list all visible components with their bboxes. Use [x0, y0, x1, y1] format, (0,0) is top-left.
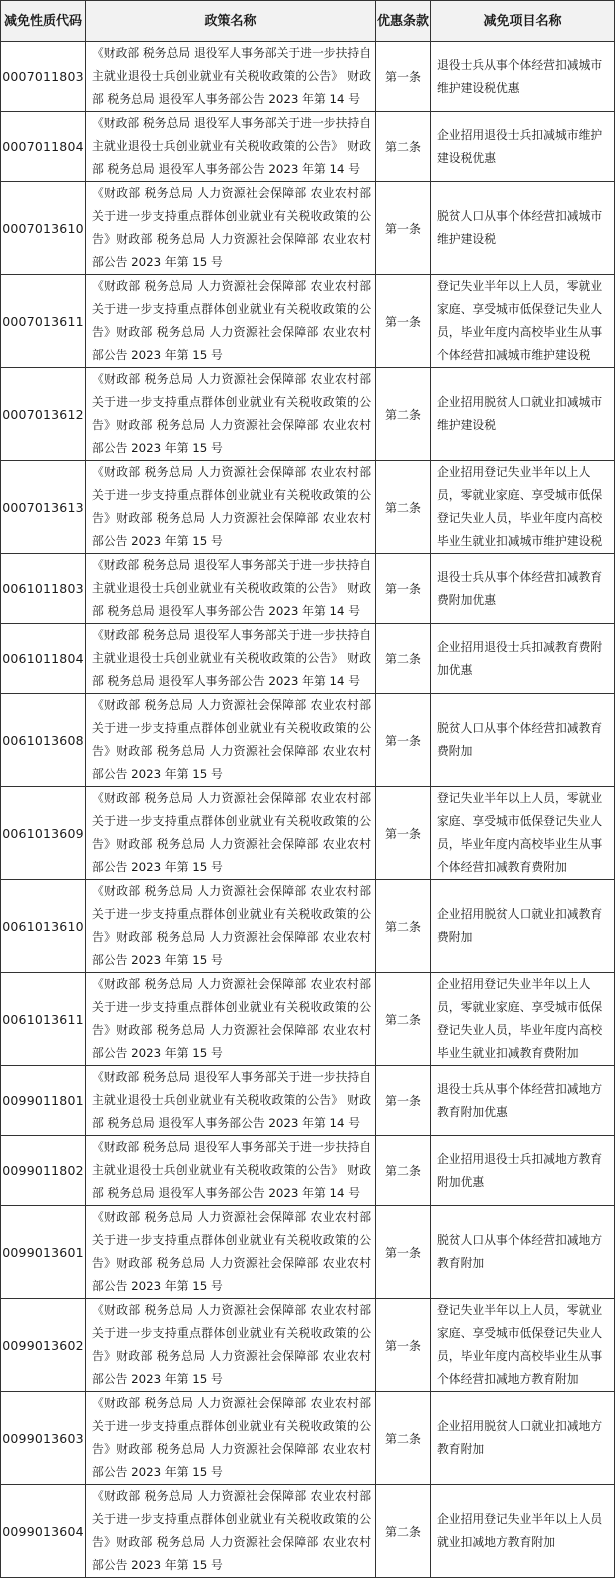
policy-name: 《财政部 税务总局 人力资源社会保障部 农业农村部关于进一步支持重点群体创业就业有关税收政策的公告》财政部 税务总局 人力资源社会保障部 农业农村部公告 2023 年第 15 号	[86, 461, 376, 554]
clause: 第一条	[376, 787, 431, 880]
relief-code: 0061013611	[1, 973, 86, 1066]
relief-code: 0099011802	[1, 1136, 86, 1206]
table-row	[1, 694, 615, 787]
policy-name: 《财政部 税务总局 人力资源社会保障部 农业农村部关于进一步支持重点群体创业就业有关税收政策的公告》财政部 税务总局 人力资源社会保障部 农业农村部公告 2023 年第 15 号	[86, 275, 376, 368]
relief-code: 0061011804	[1, 624, 86, 694]
table-row	[1, 1485, 615, 1578]
clause: 第一条	[376, 42, 431, 112]
relief-item: 脱贫人口从事个体经营扣减地方教育附加	[431, 1206, 615, 1299]
relief-item: 退役士兵从事个体经营扣减地方教育附加优惠	[431, 1066, 615, 1136]
table-row	[1, 1392, 615, 1485]
policy-name: 《财政部 税务总局 人力资源社会保障部 农业农村部关于进一步支持重点群体创业就业有关税收政策的公告》财政部 税务总局 人力资源社会保障部 农业农村部公告 2023 年第 15 号	[86, 787, 376, 880]
policy-name: 《财政部 税务总局 人力资源社会保障部 农业农村部关于进一步支持重点群体创业就业有关税收政策的公告》财政部 税务总局 人力资源社会保障部 农业农村部公告 2023 年第 15 号	[86, 1299, 376, 1392]
relief-code: 0007011804	[1, 112, 86, 182]
relief-code: 0061013610	[1, 880, 86, 973]
table-row	[1, 42, 615, 112]
relief-item: 企业招用登记失业半年以上人员就业扣减地方教育附加	[431, 1485, 615, 1578]
table-row	[1, 1066, 615, 1136]
relief-code: 0007013613	[1, 461, 86, 554]
relief-item: 企业招用退役士兵扣减地方教育附加优惠	[431, 1136, 615, 1206]
relief-item: 登记失业半年以上人员，零就业家庭、享受城市低保登记失业人员，毕业年度内高校毕业生从事个体经营扣减教育费附加	[431, 787, 615, 880]
header-code: 减免性质代码	[1, 1, 86, 42]
relief-item: 登记失业半年以上人员，零就业家庭、享受城市低保登记失业人员，毕业年度内高校毕业生从事个体经营扣减城市维护建设税	[431, 275, 615, 368]
policy-name: 《财政部 税务总局 退役军人事务部关于进一步扶持自主就业退役士兵创业就业有关税收政策的公告》 财政部 税务总局 退役军人事务部公告 2023 年第 14 号	[86, 1066, 376, 1136]
table-row	[1, 112, 615, 182]
table-row	[1, 182, 615, 275]
policy-name: 《财政部 税务总局 退役军人事务部关于进一步扶持自主就业退役士兵创业就业有关税收政策的公告》 财政部 税务总局 退役军人事务部公告 2023 年第 14 号	[86, 112, 376, 182]
policy-name: 《财政部 税务总局 退役军人事务部关于进一步扶持自主就业退役士兵创业就业有关税收政策的公告》 财政部 税务总局 退役军人事务部公告 2023 年第 14 号	[86, 554, 376, 624]
relief-item: 企业招用脱贫人口就业扣减城市维护建设税	[431, 368, 615, 461]
table-row	[1, 880, 615, 973]
relief-item: 脱贫人口从事个体经营扣减城市维护建设税	[431, 182, 615, 275]
relief-item: 登记失业半年以上人员，零就业家庭、享受城市低保登记失业人员，毕业年度内高校毕业生从事个体经营扣减地方教育附加	[431, 1299, 615, 1392]
table-row	[1, 1299, 615, 1392]
table-row	[1, 787, 615, 880]
clause: 第二条	[376, 461, 431, 554]
relief-item: 脱贫人口从事个体经营扣减教育费附加	[431, 694, 615, 787]
relief-item: 企业招用退役士兵扣减教育费附加优惠	[431, 624, 615, 694]
relief-code: 0099013602	[1, 1299, 86, 1392]
header-row	[1, 1, 615, 42]
relief-item: 企业招用脱贫人口就业扣减教育费附加	[431, 880, 615, 973]
relief-code: 0061013608	[1, 694, 86, 787]
clause: 第二条	[376, 368, 431, 461]
relief-code: 0061011803	[1, 554, 86, 624]
table-row	[1, 461, 615, 554]
relief-code: 0099013604	[1, 1485, 86, 1578]
relief-code: 0007013610	[1, 182, 86, 275]
relief-item: 企业招用脱贫人口就业扣减地方教育附加	[431, 1392, 615, 1485]
relief-item: 企业招用登记失业半年以上人员，零就业家庭、享受城市低保登记失业人员，毕业年度内高校毕业生就业扣减教育费附加	[431, 973, 615, 1066]
policy-name: 《财政部 税务总局 人力资源社会保障部 农业农村部关于进一步支持重点群体创业就业有关税收政策的公告》财政部 税务总局 人力资源社会保障部 农业农村部公告 2023 年第 15 号	[86, 1206, 376, 1299]
table-row	[1, 1206, 615, 1299]
clause: 第一条	[376, 1066, 431, 1136]
policy-name: 《财政部 税务总局 人力资源社会保障部 农业农村部关于进一步支持重点群体创业就业有关税收政策的公告》财政部 税务总局 人力资源社会保障部 农业农村部公告 2023 年第 15 号	[86, 1392, 376, 1485]
relief-item: 企业招用登记失业半年以上人员，零就业家庭、享受城市低保登记失业人员，毕业年度内高校毕业生就业扣减城市维护建设税	[431, 461, 615, 554]
clause: 第二条	[376, 624, 431, 694]
policy-name: 《财政部 税务总局 人力资源社会保障部 农业农村部关于进一步支持重点群体创业就业有关税收政策的公告》财政部 税务总局 人力资源社会保障部 农业农村部公告 2023 年第 15 号	[86, 880, 376, 973]
clause: 第二条	[376, 880, 431, 973]
header-policy: 政策名称	[86, 1, 376, 42]
policy-name: 《财政部 税务总局 人力资源社会保障部 农业农村部关于进一步支持重点群体创业就业有关税收政策的公告》财政部 税务总局 人力资源社会保障部 农业农村部公告 2023 年第 15 号	[86, 368, 376, 461]
policy-name: 《财政部 税务总局 退役军人事务部关于进一步扶持自主就业退役士兵创业就业有关税收政策的公告》 财政部 税务总局 退役军人事务部公告 2023 年第 14 号	[86, 624, 376, 694]
header-clause: 优惠条款	[376, 1, 431, 42]
policy-name: 《财政部 税务总局 人力资源社会保障部 农业农村部关于进一步支持重点群体创业就业有关税收政策的公告》财政部 税务总局 人力资源社会保障部 农业农村部公告 2023 年第 15 号	[86, 1485, 376, 1578]
clause: 第一条	[376, 694, 431, 787]
clause: 第二条	[376, 1485, 431, 1578]
clause: 第二条	[376, 973, 431, 1066]
clause: 第一条	[376, 1206, 431, 1299]
table-row	[1, 624, 615, 694]
clause: 第一条	[376, 554, 431, 624]
policy-name: 《财政部 税务总局 人力资源社会保障部 农业农村部关于进一步支持重点群体创业就业有关税收政策的公告》财政部 税务总局 人力资源社会保障部 农业农村部公告 2023 年第 15 号	[86, 182, 376, 275]
policy-name: 《财政部 税务总局 退役军人事务部关于进一步扶持自主就业退役士兵创业就业有关税收政策的公告》 财政部 税务总局 退役军人事务部公告 2023 年第 14 号	[86, 42, 376, 112]
relief-item: 企业招用退役士兵扣减城市维护建设税优惠	[431, 112, 615, 182]
relief-item: 退役士兵从事个体经营扣减教育费附加优惠	[431, 554, 615, 624]
clause: 第二条	[376, 1136, 431, 1206]
clause: 第一条	[376, 182, 431, 275]
table-row	[1, 1136, 615, 1206]
relief-code: 0099013601	[1, 1206, 86, 1299]
table-row	[1, 973, 615, 1066]
policy-name: 《财政部 税务总局 人力资源社会保障部 农业农村部关于进一步支持重点群体创业就业有关税收政策的公告》财政部 税务总局 人力资源社会保障部 农业农村部公告 2023 年第 15 号	[86, 694, 376, 787]
relief-code: 0061013609	[1, 787, 86, 880]
table-row	[1, 554, 615, 624]
relief-item: 退役士兵从事个体经营扣减城市维护建设税优惠	[431, 42, 615, 112]
policy-name: 《财政部 税务总局 人力资源社会保障部 农业农村部关于进一步支持重点群体创业就业有关税收政策的公告》财政部 税务总局 人力资源社会保障部 农业农村部公告 2023 年第 15 号	[86, 973, 376, 1066]
relief-code: 0007013612	[1, 368, 86, 461]
clause: 第一条	[376, 1299, 431, 1392]
policy-name: 《财政部 税务总局 退役军人事务部关于进一步扶持自主就业退役士兵创业就业有关税收政策的公告》 财政部 税务总局 退役军人事务部公告 2023 年第 14 号	[86, 1136, 376, 1206]
table-row	[1, 368, 615, 461]
relief-code: 0099013603	[1, 1392, 86, 1485]
relief-code: 0099011801	[1, 1066, 86, 1136]
table-row	[1, 275, 615, 368]
clause: 第一条	[376, 275, 431, 368]
clause: 第二条	[376, 112, 431, 182]
clause: 第二条	[376, 1392, 431, 1485]
header-item: 减免项目名称	[431, 1, 615, 42]
relief-code: 0007013611	[1, 275, 86, 368]
relief-code: 0007011803	[1, 42, 86, 112]
